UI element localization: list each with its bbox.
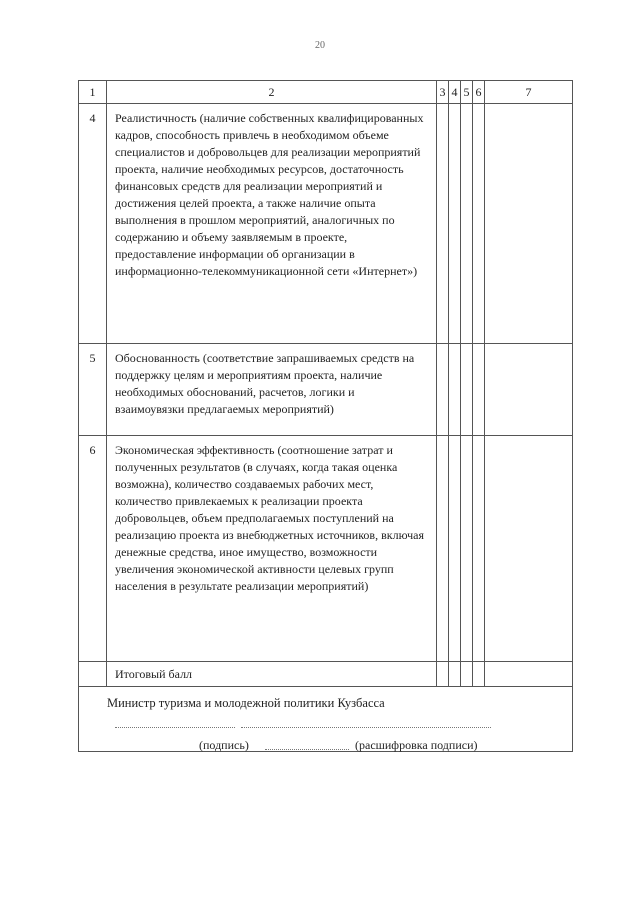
score-cell <box>437 662 449 687</box>
signature-block <box>79 687 573 752</box>
header-col-7: 7 <box>485 81 573 104</box>
row-criterion: Реалистичность (наличие собственных квалифицированных кадров, способность привлечь в необходимом объеме специалистов и добровольцев для реализации мероприятий проекта, наличие необходимых ресурсов, достаточность финансовых средств для реализации мероприятий и достижения целей проекта, а также наличие опыта выполнения в прошлом мероприятий, аналогичных по содержанию и объему заявляемым в проекте, предоставление информации об организации в информационно-телекоммуникационной сети «Интернет») <box>107 104 437 344</box>
score-cell <box>473 104 485 344</box>
score-cell <box>473 344 485 436</box>
score-cell <box>461 436 473 662</box>
score-cell <box>449 662 461 687</box>
score-cell <box>473 662 485 687</box>
total-label: Итоговый балл <box>107 662 437 687</box>
comment-cell <box>485 104 573 344</box>
total-row <box>79 662 573 687</box>
score-cell <box>437 104 449 344</box>
table-row <box>79 104 573 344</box>
score-cell <box>461 104 473 344</box>
row-criterion: Экономическая эффективность (соотношение затрат и полученных результатов (в случаях, когда такая оценка возможна), количество создаваемых рабочих мест, количество привлекаемых к реализации проекта добровольцев, объем предполагаемых поступлений на реализацию проекта из внебюджетных источников, включая денежные средства, иное имущество, возможности увеличения экономической активности целевых групп населения в результате реализации мероприятий) <box>107 436 437 662</box>
header-col-5: 5 <box>461 81 473 104</box>
signature-title: Министр туризма и молодежной политики Кузбасса <box>107 696 385 710</box>
caption-divider-line <box>265 749 349 750</box>
score-cell <box>461 344 473 436</box>
total-value-cell <box>485 662 573 687</box>
score-cell <box>437 344 449 436</box>
signature-line <box>115 727 235 728</box>
header-col-6: 6 <box>473 81 485 104</box>
comment-cell <box>485 344 573 436</box>
decode-line <box>241 727 491 728</box>
header-col-4: 4 <box>449 81 461 104</box>
score-cell <box>461 662 473 687</box>
score-cell <box>449 104 461 344</box>
score-cell <box>473 436 485 662</box>
signature-caption: (подпись) <box>199 738 249 752</box>
header-col-1: 1 <box>79 81 107 104</box>
evaluation-table <box>78 80 573 752</box>
total-empty-cell <box>79 662 107 687</box>
score-cell <box>449 344 461 436</box>
row-number: 6 <box>79 436 107 662</box>
signature-row <box>79 687 573 752</box>
page-number: 20 <box>315 40 325 51</box>
header-row <box>79 81 573 104</box>
row-number: 5 <box>79 344 107 436</box>
score-cell <box>449 436 461 662</box>
table-row <box>79 436 573 662</box>
header-col-3: 3 <box>437 81 449 104</box>
table-row <box>79 344 573 436</box>
decode-caption: (расшифровка подписи) <box>355 738 478 752</box>
score-cell <box>437 436 449 662</box>
comment-cell <box>485 436 573 662</box>
header-col-2: 2 <box>107 81 437 104</box>
row-criterion: Обоснованность (соответствие запрашиваемых средств на поддержку целям и мероприятиям проекта, наличие необходимых обоснований, расчетов, логики и взаимоувязки предлагаемых мероприятий) <box>107 344 437 436</box>
row-number: 4 <box>79 104 107 344</box>
